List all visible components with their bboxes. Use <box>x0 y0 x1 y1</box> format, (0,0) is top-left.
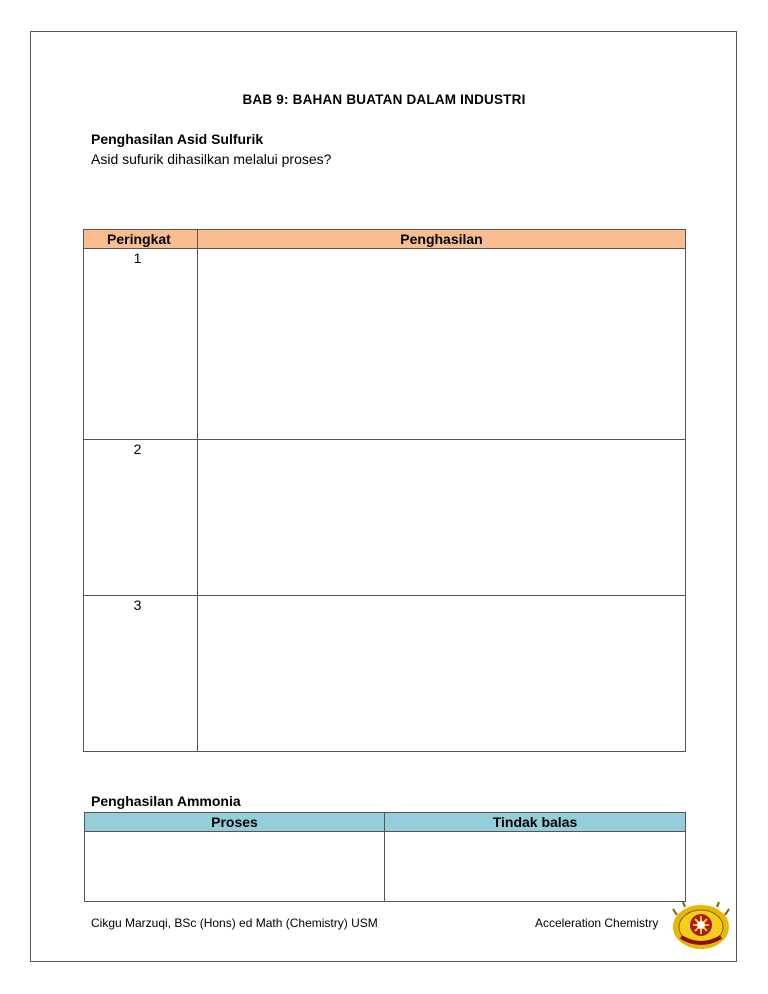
header-peringkat: Peringkat <box>84 230 198 249</box>
answer-cell[interactable] <box>385 832 686 902</box>
header-tindak-balas: Tindak balas <box>385 813 686 832</box>
ammonia-table <box>84 812 686 902</box>
sulfuric-acid-table <box>83 229 686 752</box>
answer-cell[interactable] <box>198 440 686 596</box>
answer-cell[interactable] <box>198 596 686 752</box>
answer-cell[interactable] <box>198 249 686 440</box>
header-penghasilan: Penghasilan <box>198 230 686 249</box>
table-row <box>84 249 686 440</box>
page-title: BAB 9: BAHAN BUATAN DALAM INDUSTRI <box>242 92 526 107</box>
stage-number: 1 <box>133 250 142 266</box>
section-heading-ammonia: Penghasilan Ammonia <box>91 793 241 809</box>
header-proses: Proses <box>85 813 385 832</box>
question-text: Asid sufurik dihasilkan melalui proses? <box>91 151 332 167</box>
university-seal-icon <box>671 901 731 951</box>
table-row <box>84 596 686 752</box>
stage-number: 3 <box>133 597 142 613</box>
stage-number: 2 <box>133 441 142 457</box>
table-row <box>85 832 686 902</box>
footer-author: Cikgu Marzuqi, BSc (Hons) ed Math (Chemistry) USM <box>91 916 378 930</box>
footer-brand: Acceleration Chemistry <box>535 916 659 930</box>
answer-cell[interactable] <box>85 832 385 902</box>
table-row <box>84 440 686 596</box>
section-heading-sulfuric: Penghasilan Asid Sulfurik <box>91 131 264 147</box>
